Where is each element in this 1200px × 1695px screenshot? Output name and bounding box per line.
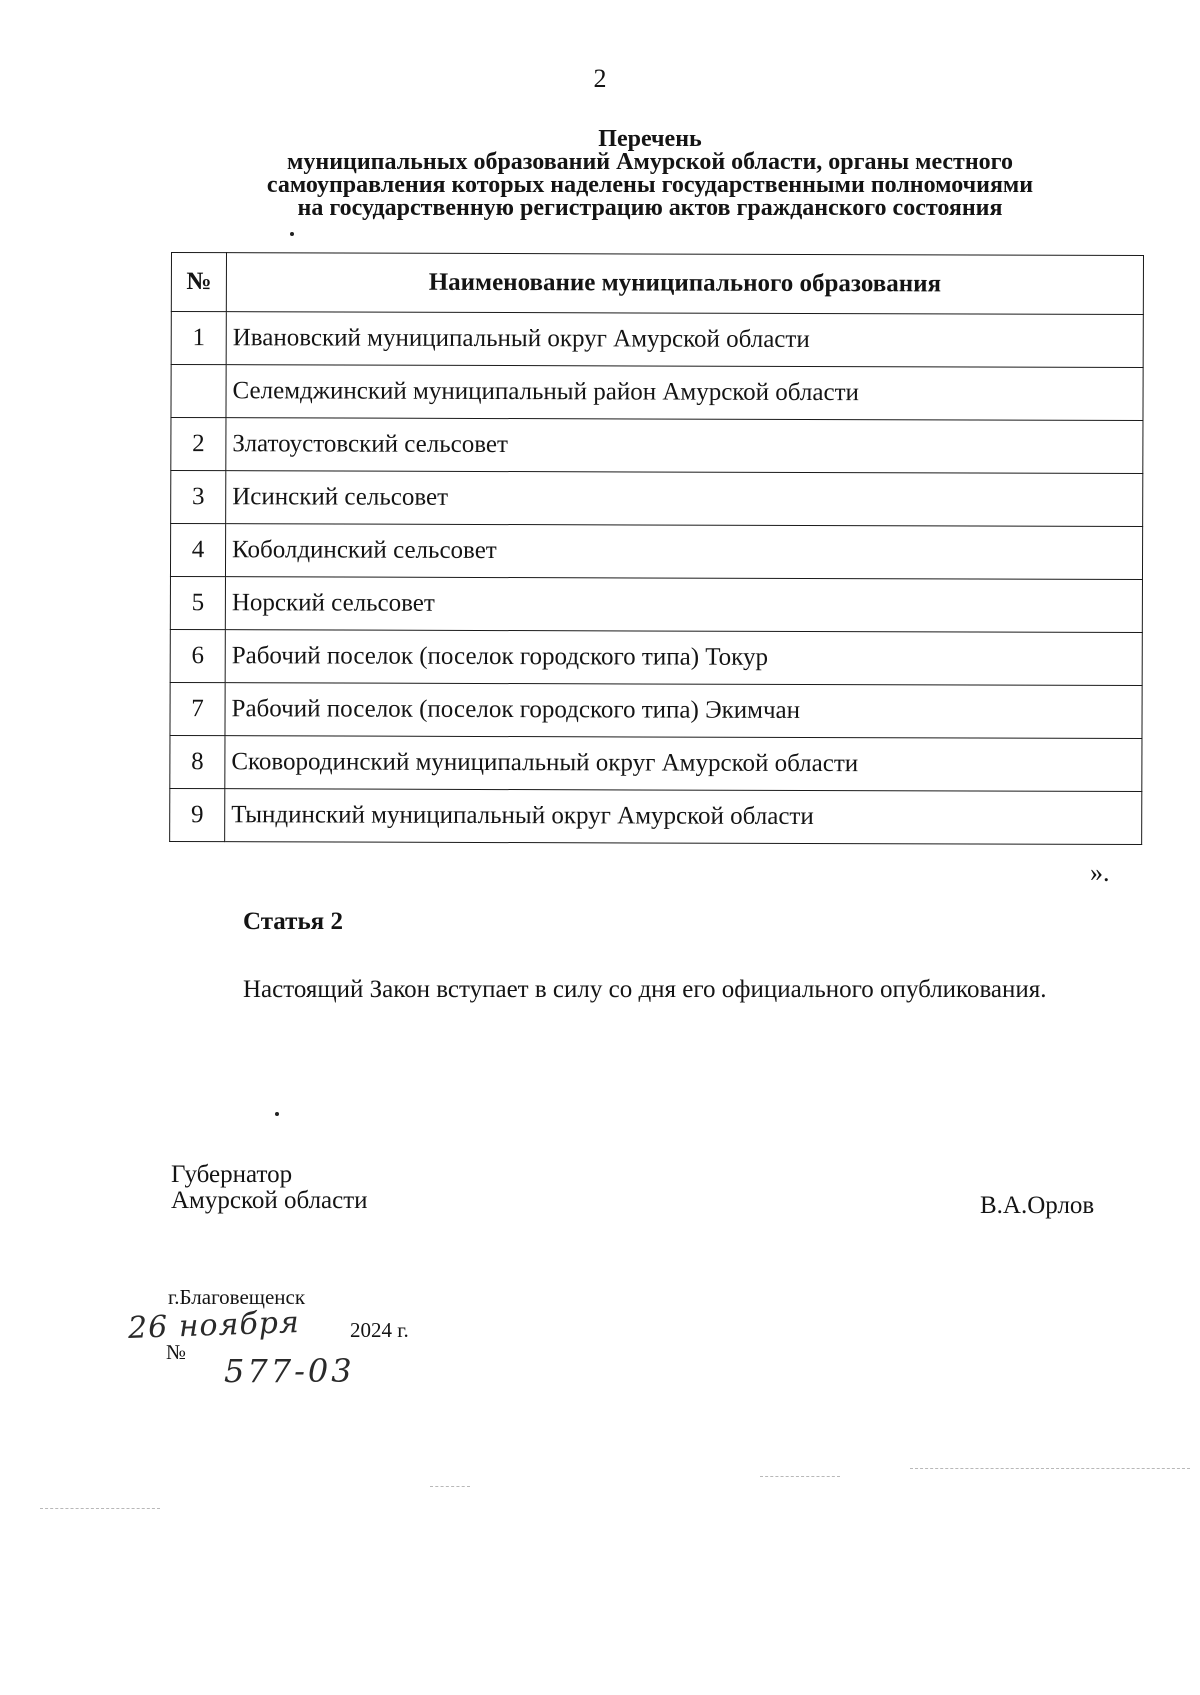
table-row: [170, 788, 1142, 844]
row-number: 6: [170, 629, 225, 682]
row-number: 3: [171, 471, 226, 524]
handwritten-date: 26 ноября: [127, 1305, 301, 1346]
table-row: [171, 418, 1143, 474]
title-line-1: Перечень: [598, 126, 702, 152]
row-name: Рабочий поселок (поселок городского типа) Экимчан: [225, 683, 1142, 739]
row-name: Норский сельсовет: [225, 577, 1142, 633]
table-row: [170, 682, 1142, 738]
row-name: Тындинский муниципальный округ Амурской области: [225, 789, 1142, 845]
row-name: Селемджинский муниципальный район Амурской области: [226, 365, 1143, 421]
row-number: [171, 365, 226, 418]
scan-artifact-line: [760, 1476, 840, 1477]
scan-artifact-line: [910, 1468, 1190, 1469]
title-line-2: муниципальных образований Амурской области, органы местного: [287, 149, 1013, 175]
city: г.Благовещенск: [168, 1285, 306, 1309]
row-number: 4: [170, 524, 225, 577]
article-heading: Статья 2: [243, 908, 343, 935]
article-text: Настоящий Закон вступает в силу со дня его официального опубликования.: [243, 976, 1047, 1003]
row-name: Рабочий поселок (поселок городского типа) Токур: [225, 630, 1142, 686]
scan-speck: [275, 1112, 279, 1116]
number-label: №: [166, 1340, 187, 1364]
table-row: [170, 576, 1142, 632]
table-row: [170, 629, 1142, 685]
scan-speck: [290, 232, 294, 236]
table-row: [171, 312, 1143, 368]
table-row: [171, 365, 1143, 421]
row-name: Исинский сельсовет: [226, 471, 1143, 527]
row-number: 9: [170, 788, 225, 841]
signatory-title-line-1: Губернатор: [171, 1161, 293, 1188]
row-number: 5: [170, 576, 225, 629]
signatory-title-line-2: Амурской области: [171, 1187, 368, 1214]
title-line-4: на государственную регистрацию актов гражданского состояния: [297, 195, 1003, 221]
row-name: Коболдинский сельсовет: [225, 524, 1142, 580]
header-number: №: [171, 253, 226, 312]
closing-quote: ».: [1090, 858, 1110, 887]
row-name: Ивановский муниципальный округ Амурской области: [226, 312, 1143, 368]
row-name: Сковородинский муниципальный округ Амурской области: [225, 736, 1142, 792]
row-number: 8: [170, 735, 225, 788]
scan-artifact-line: [40, 1508, 160, 1509]
row-number: 7: [170, 682, 225, 735]
row-number: 1: [171, 312, 226, 365]
table-row: [170, 735, 1142, 791]
title-line-3: самоуправления которых наделены государственными полномочиями: [266, 172, 1034, 198]
year: 2024 г.: [350, 1318, 409, 1342]
page-number: 2: [593, 64, 607, 93]
header-name: Наименование муниципального образования: [226, 253, 1143, 315]
scan-artifact-line: [430, 1486, 470, 1487]
list-title: [150, 128, 1150, 220]
row-name: Златоустовский сельсовет: [226, 418, 1143, 474]
signatory-name: В.А.Орлов: [980, 1192, 1095, 1219]
table-row: [170, 524, 1142, 580]
row-number: 2: [171, 418, 226, 471]
handwritten-number: 577-03: [224, 1352, 355, 1390]
municipalities-table: [169, 252, 1144, 845]
table-row: [171, 471, 1143, 527]
table-header-row: [171, 253, 1143, 315]
signatory-title: [171, 1162, 368, 1214]
